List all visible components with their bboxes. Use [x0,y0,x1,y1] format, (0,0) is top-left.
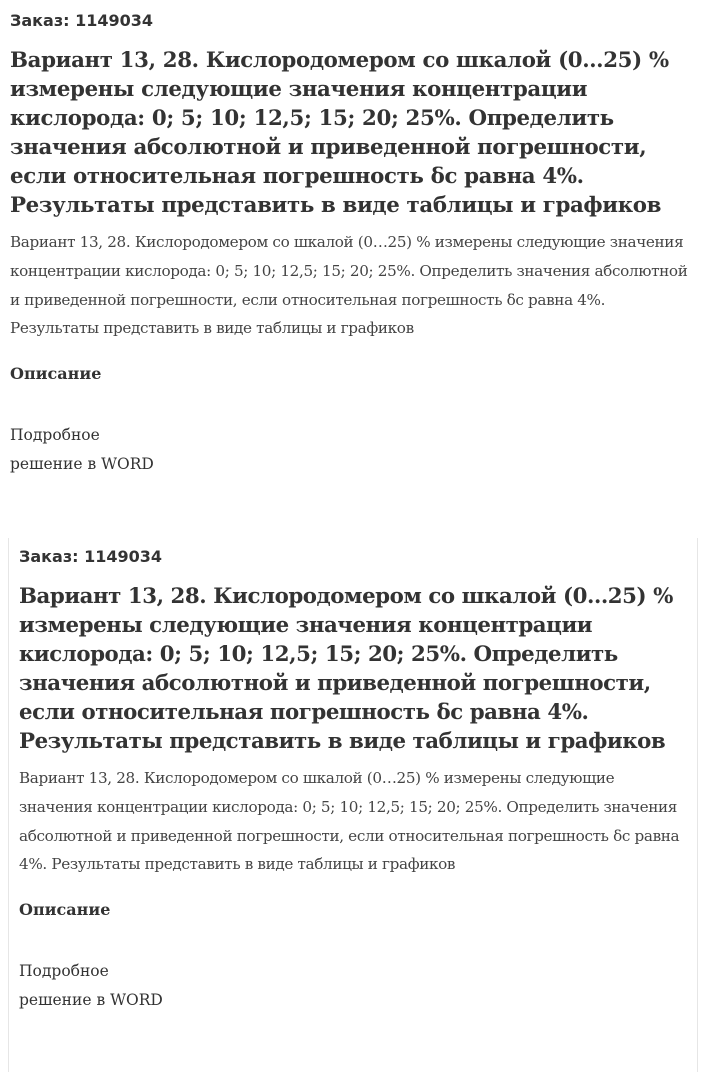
order-block-2 [8,538,698,1072]
description-line: Подробное [19,962,109,981]
description-heading: Описание [10,364,102,384]
order-block-1 [0,0,701,478]
order-number: Заказ: 1149034 [19,547,163,566]
description-heading: Описание [19,900,111,920]
task-body: Вариант 13, 28. Кислородомером со шкалой (0…25) % измерены следующие значения концентрации кислорода: 0; 5; 10; 12,5; 15; 20; 25%. Определить значения абсолютной и приведенной погрешности, если относительная погрешность δс равна 4%. Результаты представить в виде таблицы и графиков [10,233,688,338]
description-line: Подробное [10,426,100,445]
description-text [10,421,210,478]
description-line: решение в WORD [10,454,154,473]
task-title: Вариант 13, 28. Кислородомером со шкалой (0…25) % измерены следующие значения концентрации кислорода: 0; 5; 10; 12,5; 15; 20; 25%. Определить значения абсолютной и приведенной погрешности, если относительная погрешность δс равна 4%. Результаты представить в виде таблицы и графиков [10,48,669,218]
description-text [19,957,219,1014]
order-number: Заказ: 1149034 [10,11,154,30]
task-title: Вариант 13, 28. Кислородомером со шкалой (0…25) % измерены следующие значения концентрации кислорода: 0; 5; 10; 12,5; 15; 20; 25%. Определить значения абсолютной и приведенной погрешности, если относительная погрешность δс равна 4%. Результаты представить в виде таблицы и графиков [19,584,673,754]
description-line: решение в WORD [19,990,163,1009]
task-body: Вариант 13, 28. Кислородомером со шкалой (0…25) % измерены следующие значения концентрации кислорода: 0; 5; 10; 12,5; 15; 20; 25%. Определить значения абсолютной и приведенной погрешности, если относительная погрешность δс равна 4%. Результаты представить в виде таблицы и графиков [19,769,680,874]
